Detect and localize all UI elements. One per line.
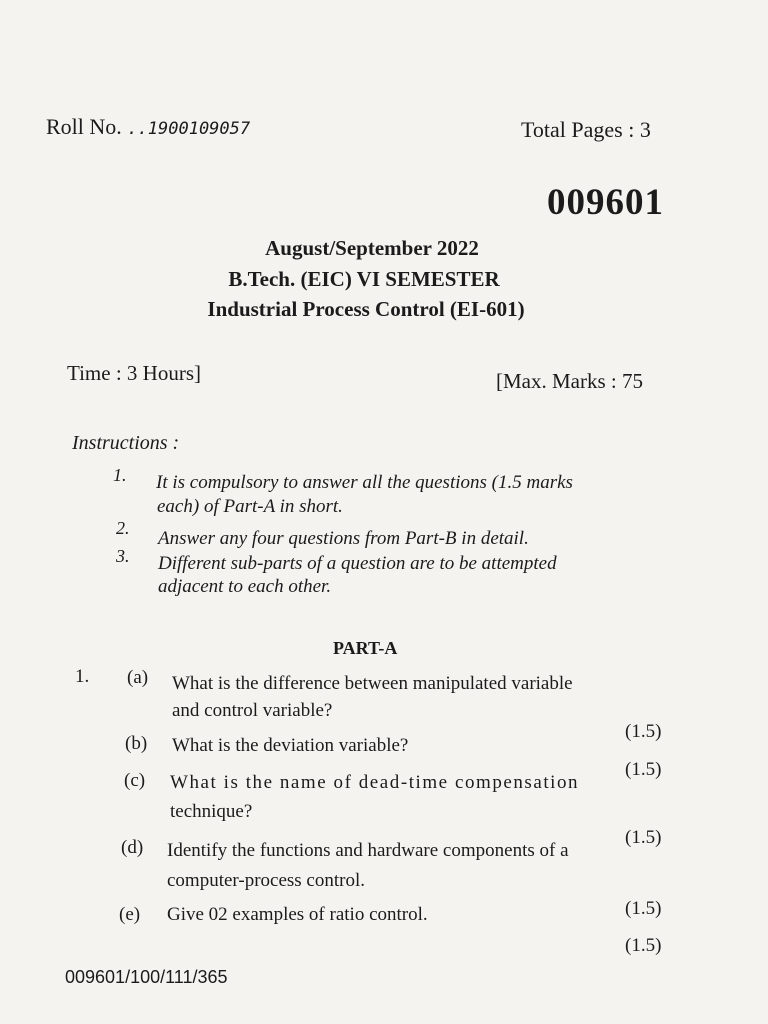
subpart-text-continued: and control variable? [172, 700, 333, 721]
part-a-heading: PART-A [333, 638, 398, 658]
roll-value: ..1900109057 [127, 119, 251, 139]
footer-code: 009601/100/111/365 [65, 967, 228, 987]
subpart-text: Give 02 examples of ratio control. [167, 904, 428, 925]
exam-time: Time : 3 Hours] [67, 361, 201, 385]
instruction-text: Answer any four questions from Part-B in detail. [158, 528, 529, 549]
subject-title: Industrial Process Control (EI-601) [207, 297, 525, 321]
instruction-text-continued: adjacent to each other. [158, 576, 332, 597]
subpart-text-continued: technique? [170, 801, 253, 822]
course-title: B.Tech. (EIC) VI SEMESTER [228, 267, 500, 291]
paper-code: 009601 [547, 182, 664, 223]
subpart-label: (c) [124, 770, 146, 791]
instruction-text-continued: each) of Part-A in short. [157, 496, 343, 517]
exam-session: August/September 2022 [265, 236, 479, 260]
subpart-marks: (1.5) [625, 759, 662, 780]
subpart-text: Identify the functions and hardware components of a [167, 840, 569, 861]
instruction-number: 1. [113, 465, 127, 485]
roll-label: Roll No. [46, 114, 122, 139]
subpart-text: What is the difference between manipulated variable [172, 673, 573, 694]
subpart-label: (a) [127, 667, 149, 688]
instruction-number: 2. [116, 518, 130, 538]
subpart-marks: (1.5) [625, 721, 662, 742]
instructions-heading: Instructions : [72, 432, 180, 454]
subpart-marks: (1.5) [625, 898, 662, 919]
max-marks: [Max. Marks : 75 [496, 369, 643, 393]
subpart-text: What is the deviation variable? [172, 735, 409, 756]
subpart-marks: (1.5) [625, 935, 662, 956]
subpart-label: (e) [119, 904, 141, 925]
subpart-marks: (1.5) [625, 827, 662, 848]
roll-number [46, 114, 250, 140]
instruction-number: 3. [116, 546, 130, 566]
subpart-text-continued: computer-process control. [167, 870, 365, 891]
subpart-text: What is the name of dead-time compensation [170, 772, 580, 793]
question-number: 1. [75, 666, 90, 687]
instruction-text: It is compulsory to answer all the questions (1.5 marks [156, 472, 573, 493]
instruction-text: Different sub-parts of a question are to be attempted [158, 553, 557, 574]
total-pages: Total Pages : 3 [521, 117, 651, 142]
subpart-label: (b) [125, 733, 148, 754]
subpart-label: (d) [121, 837, 144, 858]
